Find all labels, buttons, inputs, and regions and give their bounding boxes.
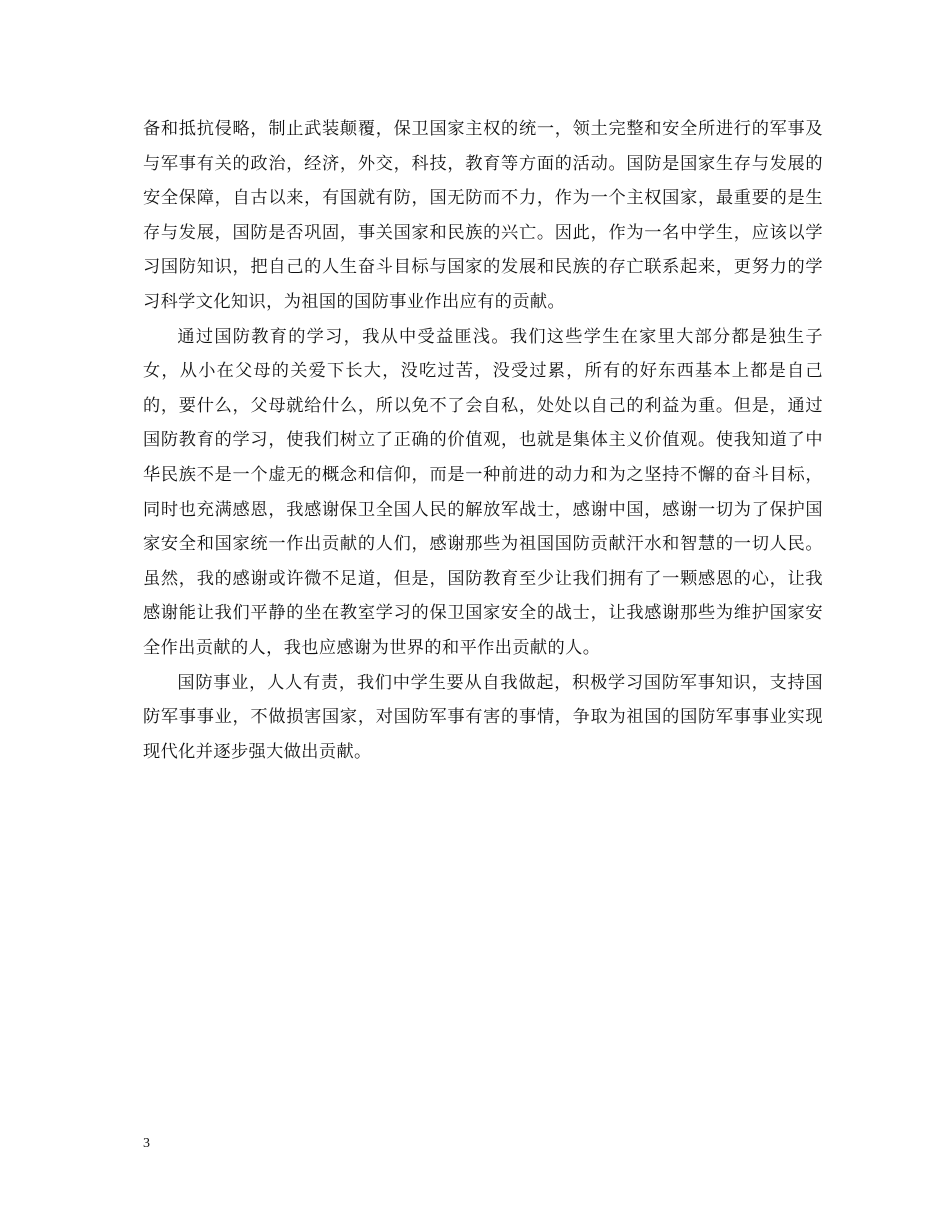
body-text	[143, 112, 823, 769]
page-number: 3	[143, 1136, 150, 1151]
paragraph-1: 备和抵抗侵略，制止武装颠覆，保卫国家主权的统一，领土完整和安全所进行的军事及与军事有关的政治，经济，外交，科技，教育等方面的活动。国防是国家生存与发展的安全保障，自古以来，有国就有防，国无防而不力，作为一个主权国家，最重要的是生存与发展，国防是否巩固，事关国家和民族的兴亡。因此，作为一名中学生，应该以学习国防知识，把自己的人生奋斗目标与国家的发展和民族的存亡联系起来，更努力的学习科学文化知识，为祖国的国防事业作出应有的贡献。	[143, 119, 823, 312]
paragraph-2: 通过国防教育的学习，我从中受益匪浅。我们这些学生在家里大部分都是独生子女，从小在父母的关爱下长大，没吃过苦，没受过累，所有的好东西基本上都是自己的，要什么，父母就给什么，所以免不了会自私，处处以自己的利益为重。但是，通过国防教育的学习，使我们树立了正确的价值观，也就是集体主义价值观。使我知道了中华民族不是一个虚无的概念和信仰，而是一种前进的动力和为之坚持不懈的奋斗目标，同时也充满感恩，我感谢保卫全国人民的解放军战士，感谢中国，感谢一切为了保护国家安全和国家统一作出贡献的人们，感谢那些为祖国国防贡献汗水和智慧的一切人民。虽然，我的感谢或许微不足道，但是，国防教育至少让我们拥有了一颗感恩的心，让我感谢能让我们平静的坐在教室学习的保卫国家安全的战士，让我感谢那些为维护国家安全作出贡献的人，我也应感谢为世界的和平作出贡献的人。	[143, 326, 823, 658]
paragraph-3: 国防事业，人人有责，我们中学生要从自我做起，积极学习国防军事知识，支持国防军事事业，不做损害国家，对国防军事有害的事情，争取为祖国的国防军事事业实现现代化并逐步强大做出贡献。	[143, 672, 823, 762]
